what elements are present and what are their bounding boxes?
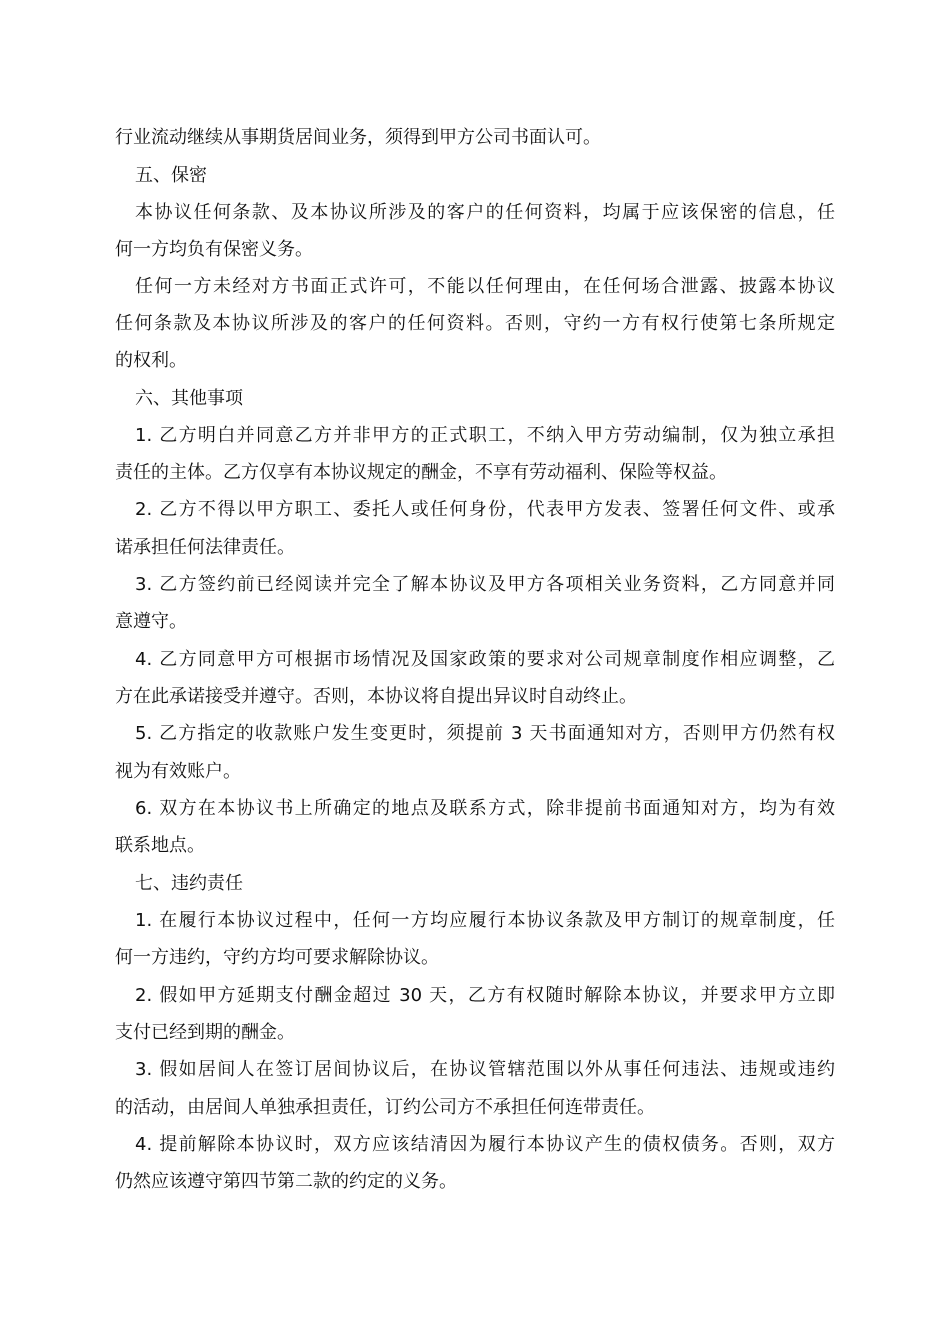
text-line: 仍然应该遵守第四节第二款的约定的义务。 (115, 1171, 457, 1192)
text-line: 5. 乙方指定的收款账户发生变更时，须提前 3 天书面通知对方，否则甲方仍然有权 (135, 723, 835, 744)
text-line: 意遵守。 (115, 611, 187, 632)
text-line: 3. 乙方签约前已经阅读并完全了解本协议及甲方各项相关业务资料，乙方同意并同 (135, 574, 835, 595)
text-line: 何一方均负有保密义务。 (115, 239, 313, 260)
text-line: 责任的主体。乙方仅享有本协议规定的酬金，不享有劳动福利、保险等权益。 (115, 462, 727, 483)
text-line: 1. 在履行本协议过程中，任何一方均应履行本协议条款及甲方制订的规章制度，任 (135, 910, 835, 931)
text-line: 3. 假如居间人在签订居间协议后，在协议管辖范围以外从事任何违法、违规或违约 (135, 1059, 835, 1080)
text-line: 任何一方未经对方书面正式许可，不能以任何理由，在任何场合泄露、披露本协议 (135, 276, 835, 297)
text-line: 的活动，由居间人单独承担责任，订约公司方不承担任何连带责任。 (115, 1097, 655, 1118)
text-line: 任何条款及本协议所涉及的客户的任何资料。否则，守约一方有权行使第七条所规定 (115, 313, 835, 334)
text-line: 联系地点。 (115, 835, 205, 856)
text-line: 支付已经到期的酬金。 (115, 1022, 295, 1043)
section-heading: 六、其他事项 (135, 388, 243, 409)
section-heading: 七、违约责任 (135, 873, 243, 894)
text-line: 2. 假如甲方延期支付酬金超过 30 天，乙方有权随时解除本协议，并要求甲方立即 (135, 985, 835, 1006)
text-line: 行业流动继续从事期货居间业务，须得到甲方公司书面认可。 (115, 127, 601, 148)
text-line: 视为有效账户。 (115, 761, 241, 782)
text-line: 本协议任何条款、及本协议所涉及的客户的任何资料，均属于应该保密的信息，任 (135, 202, 835, 223)
text-line: 4. 提前解除本协议时，双方应该结清因为履行本协议产生的债权债务。否则，双方 (135, 1134, 835, 1155)
text-line: 的权利。 (115, 350, 187, 371)
text-line: 何一方违约，守约方均可要求解除协议。 (115, 947, 439, 968)
text-line: 诺承担任何法律责任。 (115, 537, 295, 558)
text-line: 1. 乙方明白并同意乙方并非甲方的正式职工，不纳入甲方劳动编制，仅为独立承担 (135, 425, 835, 446)
text-line: 方在此承诺接受并遵守。否则，本协议将自提出异议时自动终止。 (115, 686, 637, 707)
section-heading: 五、保密 (135, 165, 207, 186)
text-line: 4. 乙方同意甲方可根据市场情况及国家政策的要求对公司规章制度作相应调整，乙 (135, 649, 835, 670)
text-line: 2. 乙方不得以甲方职工、委托人或任何身份，代表甲方发表、签署任何文件、或承 (135, 499, 835, 520)
text-line: 6. 双方在本协议书上所确定的地点及联系方式，除非提前书面通知对方，均为有效 (135, 798, 835, 819)
